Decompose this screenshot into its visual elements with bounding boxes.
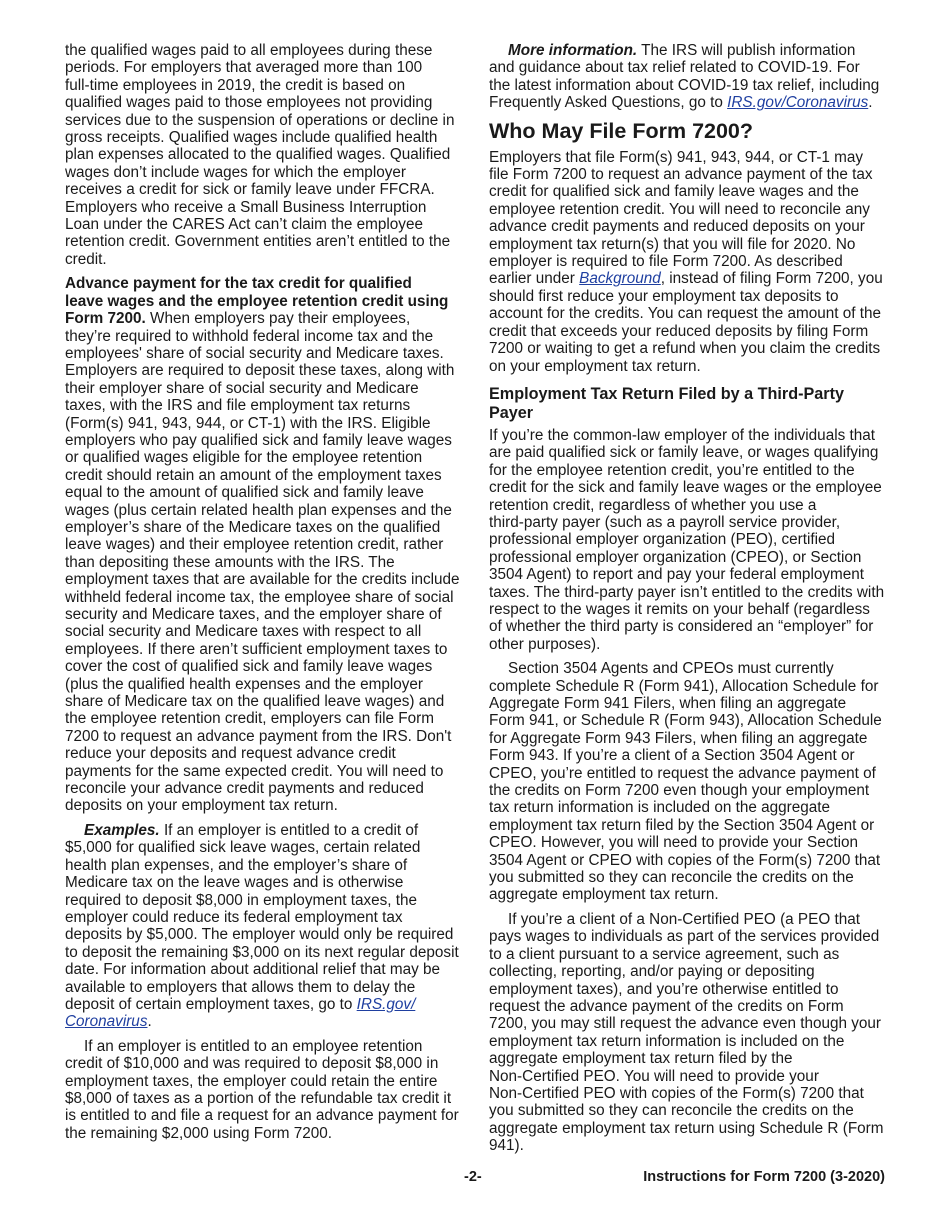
more-information-paragraph: More information. The IRS will publish information and guidance about tax relief related to COVID-19. For the latest information about COVID-19 tax relief, including Frequently Asked Questions, go to IRS.gov/Coronavirus. <box>489 42 880 112</box>
advance-payment-heading: Advance payment for the tax credit for qualified leave wages and the employee retention credit using Form 7200. <box>65 275 449 328</box>
non-certified-peo-paragraph: If you’re a client of a Non-Certified PEO (a PEO that pays wages to individuals as part of the services provided to a client pursuant to a service agreement, such as collecting, reporting, and/or paying or depositing employment taxes), and you’re otherwise entitled to request the advance payment of the credits on Form 7200, you may still request the advance even though your employment tax return information is included on the aggregate employment tax return filed by the Non-Certified PEO. You will need to provide your Non-Certified PEO with copies of the Form(s) 7200 that you submitted so they can reconcile the credits on the aggregate employment tax return using Schedule R (Form 941). <box>489 910 884 1155</box>
section-3504-agents-paragraph: Section 3504 Agents and CPEOs must currently complete Schedule R (Form 941), Allocation Schedule for Aggregate Form 941 Filers, when filing an aggregate Form 941, or Schedule R (Form 943), Allocation Schedule for Aggregate Form 943 Filers, when filing an aggregate Form 943. If you’re a client of a Section 3504 Agent or CPEO, you’re entitled to request the advance payment of the credits on Form 7200 even though your employment tax return information is included on the aggregate employment tax return filed by the Section 3504 Agent or CPEO. However, you will need to provide your Section 3504 Agent or CPEO with copies of the Form(s) 7200 that you submitted so they can reconcile the credits on the aggregate employment tax return. <box>489 660 882 904</box>
left-column <box>65 42 463 1149</box>
who-may-file-heading: Who May File Form 7200? <box>489 118 754 143</box>
irs-coronavirus-link-2[interactable]: IRS.gov/Coronavirus <box>727 94 869 112</box>
third-party-payer-paragraph: If you’re the common-law employer of the individuals that are paid qualified sick or family leave, or wages qualifying for the employee retention credit, you’re entitled to the credit for the sick and family leave wages or the employee retention credit, regardless of whether you use a third-party payer (such as a payroll service provider, professional employer organization (PEO), certified professional employer organization (CPEO), or Section 3504 Agent) to report and pay your federal employment taxes. The third-party payer isn’t entitled to the credits with respect to the wages it remits on your behalf (regardless of whether the third party is considered an “employer” for other purposes). <box>489 426 885 653</box>
more-information-text: The IRS will publish information and guidance about tax relief related to COVID-19. For the latest information about COVID-19 tax relief, including Frequently Asked Questions, go to <box>489 42 880 112</box>
right-column <box>489 42 887 1162</box>
page-number: -2- <box>464 1169 482 1185</box>
examples-heading: Examples. <box>84 821 160 839</box>
irs-coronavirus-link-1[interactable]: IRS.gov/ Coronavirus <box>65 995 416 1031</box>
background-link[interactable]: Background <box>579 270 661 288</box>
footer-form-title: Instructions for Form 7200 (3-2020) <box>643 1169 885 1185</box>
retention-credit-example-paragraph: If an employer is entitled to an employee retention credit of $10,000 and was required to deposit $8,000 in employment taxes, the employer could retain the entire $8,000 of taxes as a portion of the refundable tax credit it is entitled to and file a request for an advance payment for the remaining $2,000 using Form 7200. <box>65 1037 459 1142</box>
examples-text: If an employer is entitled to a credit of $5,000 for qualified sick leave wages, certain related health plan expenses, and the employer’s share of Medicare tax on the leave wages and is otherwise required to deposit $8,000 in employment taxes, the employer could reduce its federal employment tax deposits by $5,000. The employer would only be required to deposit the remaining $3,000 on its next regular deposit date. For information about additional relief that may be available to employers that allows them to delay the deposit of certain employment taxes, go to <box>65 821 459 1013</box>
advance-payment-text: When employers pay their employees, they’re required to withhold federal income tax and the employees' share of social security and Medicare taxes. Employers are required to deposit these taxes, along with their employer share of social security and Medicare taxes, with the IRS and file employment tax returns (Form(s) 941, 943, 944, or CT-1) with the IRS. Eligible employers who pay qualified sick and family leave wages or qualified wages eligible for the employee retention credit should retain an amount of the employment taxes equal to the amount of qualified sick and family leave wages (plus certain related health plan expenses and the employer’s share of the Medicare taxes on the qualified leave wages) and their employee retention credit, rather than depositing these amounts with the IRS. The employment taxes that are available for the credits include withheld federal income tax, the employee share of social security and Medicare taxes, and the employer share of social security and Medicare taxes with respect to all employees. If there aren’t sufficient employment taxes to cover the cost of qualified sick and family leave wages (plus the qualified health expenses and the employer share of Medicare tax on the qualified leave wages) and the employee retention credit, employers can file Form 7200 to request an advance payment from the IRS. Don't reduce your deposits and request advance credit payments for the same expected credit. You will need to reconcile your advance credit payments and reduced deposits on your employment tax return. <box>65 310 460 815</box>
advance-payment-paragraph <box>65 275 463 815</box>
more-information-heading: More information. <box>508 42 638 59</box>
third-party-payer-heading: Employment Tax Return Filed by a Third-Party Payer <box>489 384 844 423</box>
who-may-file-paragraph: Employers that file Form(s) 941, 943, 944, or CT-1 may file Form 7200 to request an advance payment of the tax credit for qualified sick and family leave wages and the employee retention credit. You will need to reconcile any advance credit payments and reduced deposits on your employment tax return(s) that you will file for 2020. No employer is required to file Form 7200. As described earlier under Background, instead of filing Form 7200, you should first reduce your employment tax deposits to account for the credits. You can request the amount of the credit that exceeds your reduced deposits by filing Form 7200 or waiting to get a refund when you claim the credits on your employment tax return. <box>489 148 883 375</box>
examples-paragraph: Examples. If an employer is entitled to a credit of $5,000 for qualified sick leave wages, certain related health plan expenses, and the employer’s share of Medicare tax on the leave wages and is otherwise required to deposit $8,000 in employment taxes, the employer could reduce its federal employment tax deposits by $5,000. The employer would only be required to deposit the remaining $3,000 on its next regular deposit date. For information about additional relief that may be available to employers that allows them to delay the deposit of certain employment taxes, go to IRS.gov/ Coronavirus. <box>65 821 459 1031</box>
qualified-wages-paragraph: the qualified wages paid to all employees during these periods. For employers that averaged more than 100 full-time employees in 2019, the credit is based on qualified wages paid to those employees not providing services due to the suspension of operations or decline in gross receipts. Qualified wages include qualified health plan expenses allocated to the qualified wages. Qualified wages don’t include wages for which the employer receives a credit for sick or family leave under FFCRA. Employers who receive a Small Business Interruption Loan under the CARES Act can’t claim the employee retention credit. Government entities aren’t entitled to the credit. <box>65 42 455 268</box>
